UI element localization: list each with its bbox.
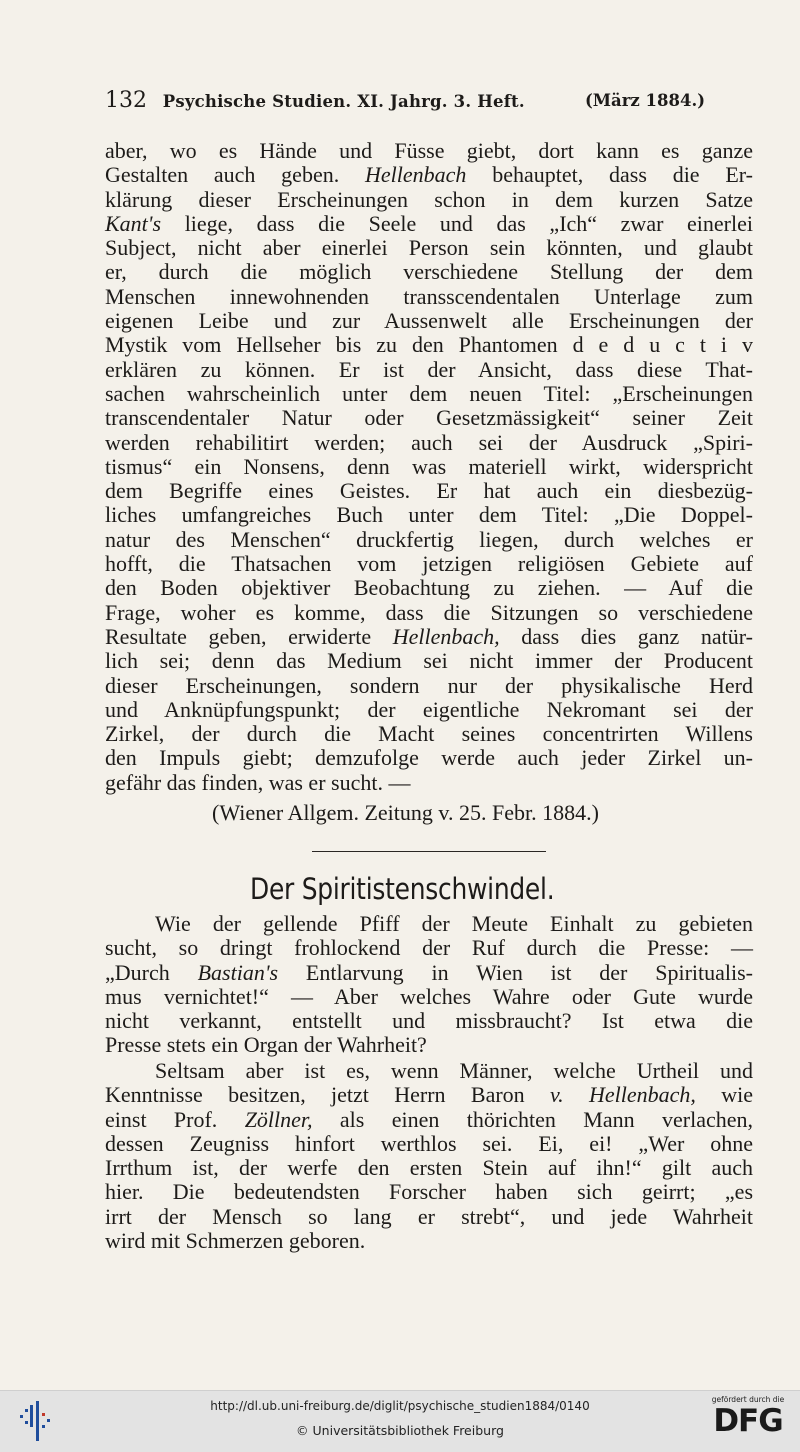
text-run: Resultate geben, erwiderte: [105, 623, 393, 649]
text-run: dem Begriffe eines Geistes. Er hat auch ein diesbezüg-: [105, 478, 753, 504]
text-line: [105, 382, 753, 406]
text-run: dass dies ganz natür-: [499, 623, 753, 649]
text-run: Menschen innewohnenden transscendentalen Unterlage zum: [105, 283, 753, 309]
text-run: Zirkel, der durch die Macht seines concentrirten Willens: [105, 721, 753, 747]
text-line: [105, 961, 753, 985]
text-run: gefähr das finden, was er sucht. —: [105, 769, 411, 795]
text-line: [105, 431, 753, 455]
issue-date: (März 1884.): [584, 91, 705, 110]
paragraph-3: [105, 1059, 753, 1253]
text-line: [105, 528, 753, 552]
text-run: hier. Die bedeutendsten Forscher haben sich geirrt; „es: [105, 1179, 753, 1205]
text-run: als einen thörichten Mann verlachen,: [312, 1106, 753, 1132]
text-line: [105, 188, 753, 212]
text-run: den Impuls giebt; demzufolge werde auch jeder Zirkel un-: [105, 745, 753, 771]
section-title: Der Spiritistenschwindel.: [250, 872, 555, 906]
text-line: [105, 236, 753, 260]
text-line: [105, 139, 753, 163]
text-run: Presse stets ein Organ der Wahrheit?: [105, 1032, 427, 1058]
text-line: [105, 912, 753, 936]
text-line: [105, 1083, 753, 1107]
dfg-funding-label: gefördert durch die: [711, 1395, 785, 1404]
text-run: wird mit Schmerzen geboren.: [105, 1228, 366, 1254]
text-run: dessen Zeugniss hinfort werthlos sei. Ei, ei! „Wer ohne: [105, 1130, 753, 1156]
italic-name: v. Hellenbach,: [550, 1082, 696, 1108]
text-run: „Durch: [105, 959, 198, 985]
text-run: liege, dass die Seele und das „Ich“ zwar einerlei: [161, 210, 753, 236]
text-line: [105, 358, 753, 382]
italic-name: Hellenbach,: [392, 623, 500, 649]
text-line: [105, 1009, 753, 1033]
text-run: natur des Menschen“ druckfertig liegen, durch welches er: [105, 526, 753, 552]
text-run: nicht verkannt, entstellt und missbraucht? Ist etwa die: [105, 1008, 753, 1034]
page-number: 132: [105, 88, 147, 113]
text-run: Frage, woher es komme, dass die Sitzungen so verschiedene: [105, 599, 753, 625]
text-line: [105, 1108, 753, 1132]
text-run: Mystik vom Hellseher bis zu den Phantomen d e d u c t i v: [105, 332, 753, 358]
text-line: [105, 406, 753, 430]
text-run: lich sei; denn das Medium sei nicht immer der Producent: [105, 648, 753, 674]
text-run: liches umfangreiches Buch unter dem Titel: „Die Doppel-: [105, 502, 753, 528]
text-run: hofft, die Thatsachen vom jetzigen religiösen Gebiete auf: [105, 551, 753, 577]
text-line: [105, 309, 753, 333]
text-line: [105, 260, 753, 284]
text-line: [105, 746, 753, 770]
italic-name: Kant's: [105, 210, 162, 236]
text-run: Subject, nicht aber einerlei Person sein könnten, und glaubt: [105, 235, 753, 261]
text-line: [105, 674, 753, 698]
permalink-url[interactable]: http://dl.ub.uni-freiburg.de/diglit/psychische_studien1884/0140: [210, 1399, 590, 1413]
italic-name: Bastian's: [197, 959, 279, 985]
text-run: er, durch die möglich verschiedene Stellung der dem: [105, 259, 753, 285]
text-run: Wie der gellende Pfiff der Meute Einhalt zu gebieten: [155, 911, 753, 936]
text-line: [105, 163, 753, 187]
text-line: [105, 212, 753, 236]
text-run: Entlarvung in Wien ist der Spiritualis-: [278, 959, 753, 985]
text-run: erklären zu können. Er ist der Ansicht, dass diese That-: [105, 356, 753, 382]
text-line: [105, 479, 753, 503]
text-line: [105, 1033, 753, 1057]
text-line: [105, 285, 753, 309]
text-run: mus vernichtet!“ — Aber welches Wahre oder Gute wurde: [105, 983, 753, 1009]
source-citation: (Wiener Allgem. Zeitung v. 25. Febr. 1884.): [212, 800, 599, 825]
text-run: dieser Erscheinungen, sondern nur der physikalische Herd: [105, 672, 753, 698]
viewer-footer: [0, 1390, 800, 1452]
text-run: aber, wo es Hände und Füsse giebt, dort kann es ganze: [105, 138, 753, 163]
text-run: Kenntnisse besitzen, jetzt Herrn Baron: [105, 1082, 550, 1108]
text-line: [105, 503, 753, 527]
text-line: [105, 333, 753, 357]
text-run: Irrthum ist, der werfe den ersten Stein auf ihn!“ gilt auch: [105, 1155, 753, 1181]
text-line: [105, 985, 753, 1009]
text-line: [105, 649, 753, 673]
text-line: [105, 552, 753, 576]
text-run: und Anknüpfungspunkt; der eigentliche Nekromant sei der: [105, 696, 753, 722]
text-run: den Boden objektiver Beobachtung zu ziehen. — Auf die: [105, 575, 753, 601]
text-run: eigenen Leibe und zur Aussenwelt alle Erscheinungen der: [105, 308, 753, 334]
text-run: sucht, so dringt frohlockend der Ruf durch die Presse: —: [105, 935, 753, 961]
text-line: [105, 1180, 753, 1204]
text-run: irrt der Mensch so lang er strebt“, und jede Wahrheit: [105, 1203, 753, 1229]
text-run: tismus“ ein Nonsens, denn was materiell wirkt, widerspricht: [105, 453, 753, 479]
text-line: [105, 1059, 753, 1083]
text-line: [105, 455, 753, 479]
paragraph-2: [105, 912, 753, 1058]
section-divider: [312, 851, 546, 852]
journal-title: Psychische Studien. XI. Jahrg. 3. Heft.: [162, 92, 525, 111]
text-line: [105, 625, 753, 649]
text-line: [105, 698, 753, 722]
text-run: werden rehabilitirt werden; auch sei der Ausdruck „Spiri-: [105, 429, 753, 455]
dfg-wordmark: DFG: [713, 1403, 783, 1439]
text-run: klärung dieser Erscheinungen schon in dem kurzen Satze: [105, 186, 753, 212]
italic-name: Zöllner,: [244, 1106, 313, 1132]
italic-name: Hellenbach: [365, 162, 467, 188]
text-line: [105, 936, 753, 960]
text-line: [105, 771, 753, 795]
text-run: wie: [695, 1082, 753, 1108]
copyright-notice: © Universitätsbibliothek Freiburg: [296, 1423, 504, 1438]
text-run: transcendentaler Natur oder Gesetzmässigkeit“ seiner Zeit: [105, 405, 753, 431]
text-line: [105, 1156, 753, 1180]
paragraph-1: [105, 139, 753, 795]
dfg-logo[interactable]: [706, 1395, 790, 1449]
text-run: einst Prof.: [105, 1106, 245, 1132]
text-line: [105, 1132, 753, 1156]
text-line: [105, 601, 753, 625]
text-line: [105, 1229, 753, 1253]
text-run: Seltsam aber ist es, wenn Männer, welche Urtheil und: [155, 1058, 753, 1083]
text-run: sachen wahrscheinlich unter dem neuen Titel: „Erscheinungen: [105, 380, 753, 406]
text-line: [105, 576, 753, 600]
text-line: [105, 1205, 753, 1229]
text-run: Gestalten auch geben.: [105, 162, 366, 188]
running-header: [105, 88, 705, 118]
text-run: behauptet, dass die Er-: [466, 162, 754, 188]
text-line: [105, 722, 753, 746]
